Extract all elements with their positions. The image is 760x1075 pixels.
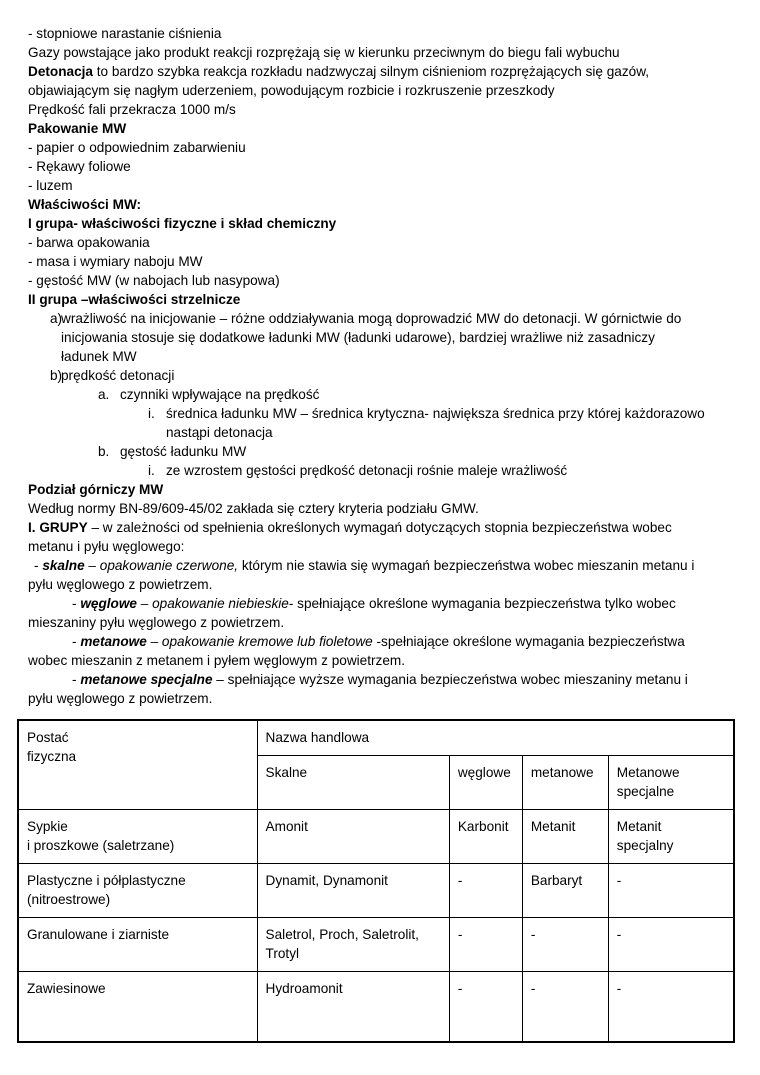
table-row: [18, 918, 734, 972]
text-line: Prędkość fali przekracza 1000 m/s: [28, 102, 236, 117]
sublist-item-b: b. gęstość ładunku MW: [98, 444, 247, 459]
heading-pakowanie: Pakowanie MW: [28, 121, 127, 136]
heading-grupa-1: I grupa- właściwości fizyczne i skład chemiczny: [28, 216, 337, 231]
cell-postac: Granulowane i ziarniste: [18, 918, 257, 972]
category-weglowe: - węglowe – opakowanie niebieskie- spełniające określone wymagania bezpieczeństwa tylko wobec: [72, 596, 676, 611]
list-item-b: b) prędkość detonacji: [50, 368, 175, 383]
list-item: - masa i wymiary naboju MW: [28, 254, 203, 269]
list-marker: b.: [98, 444, 110, 459]
cell-skalne: Dynamit, Dynamonit: [257, 864, 449, 918]
cell-weglowe: -: [449, 972, 522, 1042]
term-weglowe: węglowe: [80, 596, 137, 611]
cell-skalne: Amonit: [257, 810, 449, 864]
header-cell-skalne: Skalne: [257, 756, 449, 810]
explosives-table: [17, 719, 735, 1043]
header-cell-nazwa: Nazwa handlowa: [257, 720, 734, 756]
cell-metanowe: -: [522, 972, 608, 1042]
subsublist-item-i: i. średnica ładunku MW – średnica krytyczna- największa średnica przy której każdorazowo nastąpi detonacja: [148, 406, 705, 440]
table-row: [18, 972, 734, 1042]
text-line: Według normy BN-89/609-45/02 zakłada się cztery kryteria podziału GMW.: [28, 501, 479, 516]
category-skalne: - skalne – opakowanie czerwone, którym nie stawia się wymagań bezpieczeństwa wobec mieszanin metanu i: [34, 558, 695, 573]
cell-skalne: Hydroamonit: [257, 972, 449, 1042]
cell-metanowe: Barbaryt: [522, 864, 608, 918]
header-cell-postac: Postać fizyczna: [18, 720, 257, 810]
detonacja-paragraph: Detonacja to bardzo szybka reakcja rozkładu nadzwyczaj silnym ciśnieniom rozprężających się gazów,: [28, 64, 650, 79]
list-item: - papier o odpowiednim zabarwieniu: [28, 140, 246, 155]
cell-metanowe: -: [522, 918, 608, 972]
cell-metanowe-specjalne: -: [608, 918, 734, 972]
text-line: pyłu węglowego z powietrzem.: [28, 691, 213, 706]
term-detonacja: Detonacja: [28, 64, 93, 79]
list-marker: i.: [148, 406, 155, 421]
term-metanowe: metanowe: [80, 634, 147, 649]
cell-weglowe: -: [449, 918, 522, 972]
cell-metanowe: Metanit: [522, 810, 608, 864]
heading-wlasciwosci: Właściwości MW:: [28, 197, 142, 212]
text-line: objawiającym się nagłym uderzeniem, powodującym rozbicie i rozkruszenie przeszkody: [28, 83, 555, 98]
cell-postac: Sypkie i proszkowe (saletrzane): [18, 810, 257, 864]
text-line: Gazy powstające jako produkt reakcji rozprężają się w kierunku przeciwnym do biegu fali wybuchu: [28, 45, 620, 60]
list-item-a: a) wrażliwość na inicjowanie – różne oddziaływania mogą doprowadzić MW do detonacji. W górnictwie do inicjowania stosuje się dodatkowe ładunki MW (ładunki udarowe), bardziej wrażliwe niż zasadniczy ładunek MW: [50, 311, 682, 364]
header-cell-weglowe: węglowe: [449, 756, 522, 810]
text-line: - stopniowe narastanie ciśnienia: [28, 26, 222, 41]
list-item: - Rękawy foliowe: [28, 159, 131, 174]
table-header-row: [18, 720, 734, 756]
list-marker: a): [50, 311, 63, 326]
term-skalne: skalne: [42, 558, 85, 573]
list-marker: i.: [148, 463, 155, 478]
cell-metanowe-specjalne: Metanit specjalny: [608, 810, 734, 864]
cell-metanowe-specjalne: -: [608, 864, 734, 918]
text-line: metanu i pyłu węglowego:: [28, 539, 185, 554]
table-row: [18, 864, 734, 918]
text-line: wobec mieszanin z metanem i pyłem węglowym z powietrzem.: [28, 653, 405, 668]
list-item: - barwa opakowania: [28, 235, 150, 250]
cell-postac: Plastyczne i półplastyczne (nitroestrowe): [18, 864, 257, 918]
document-page: [28, 24, 732, 708]
cell-weglowe: Karbonit: [449, 810, 522, 864]
cell-skalne: Saletrol, Proch, Saletrolit, Trotyl: [257, 918, 449, 972]
term-grupy: I. GRUPY: [28, 520, 88, 535]
text-line: mieszaniny pyłu węglowego z powietrzem.: [28, 615, 285, 630]
sublist-item-a: a. czynniki wpływające na prędkość: [98, 387, 320, 402]
cell-weglowe: -: [449, 864, 522, 918]
cell-postac: Zawiesinowe: [18, 972, 257, 1042]
list-marker: a.: [98, 387, 110, 402]
text-line: pyłu węglowego z powietrzem.: [28, 577, 213, 592]
list-item: - gęstość MW (w nabojach lub nasypowa): [28, 273, 280, 288]
list-marker: b): [50, 368, 63, 383]
header-cell-metanowe-specjalne: Metanowe specjalne: [608, 756, 734, 810]
category-metanowe-specjalne: - metanowe specjalne – spełniające wyższe wymagania bezpieczeństwa wobec mieszaniny metanu i: [72, 672, 688, 687]
heading-podzial: Podział górniczy MW: [28, 482, 164, 497]
subsublist-item-i: i. ze wzrostem gęstości prędkość detonacji rośnie maleje wrażliwość: [148, 463, 568, 478]
list-item: - luzem: [28, 178, 73, 193]
cell-metanowe-specjalne: -: [608, 972, 734, 1042]
term-metanowe-specjalne: metanowe specjalne: [80, 672, 213, 687]
heading-grupa-2: II grupa –właściwości strzelnicze: [28, 292, 241, 307]
category-metanowe: - metanowe – opakowanie kremowe lub fioletowe -spełniające określone wymagania bezpieczeństwa: [72, 634, 685, 649]
table-row: [18, 810, 734, 864]
header-cell-metanowe: metanowe: [522, 756, 608, 810]
grupy-paragraph: I. GRUPY – w zależności od spełnienia określonych wymagań dotyczących stopnia bezpieczeństwa wobec: [28, 520, 672, 535]
